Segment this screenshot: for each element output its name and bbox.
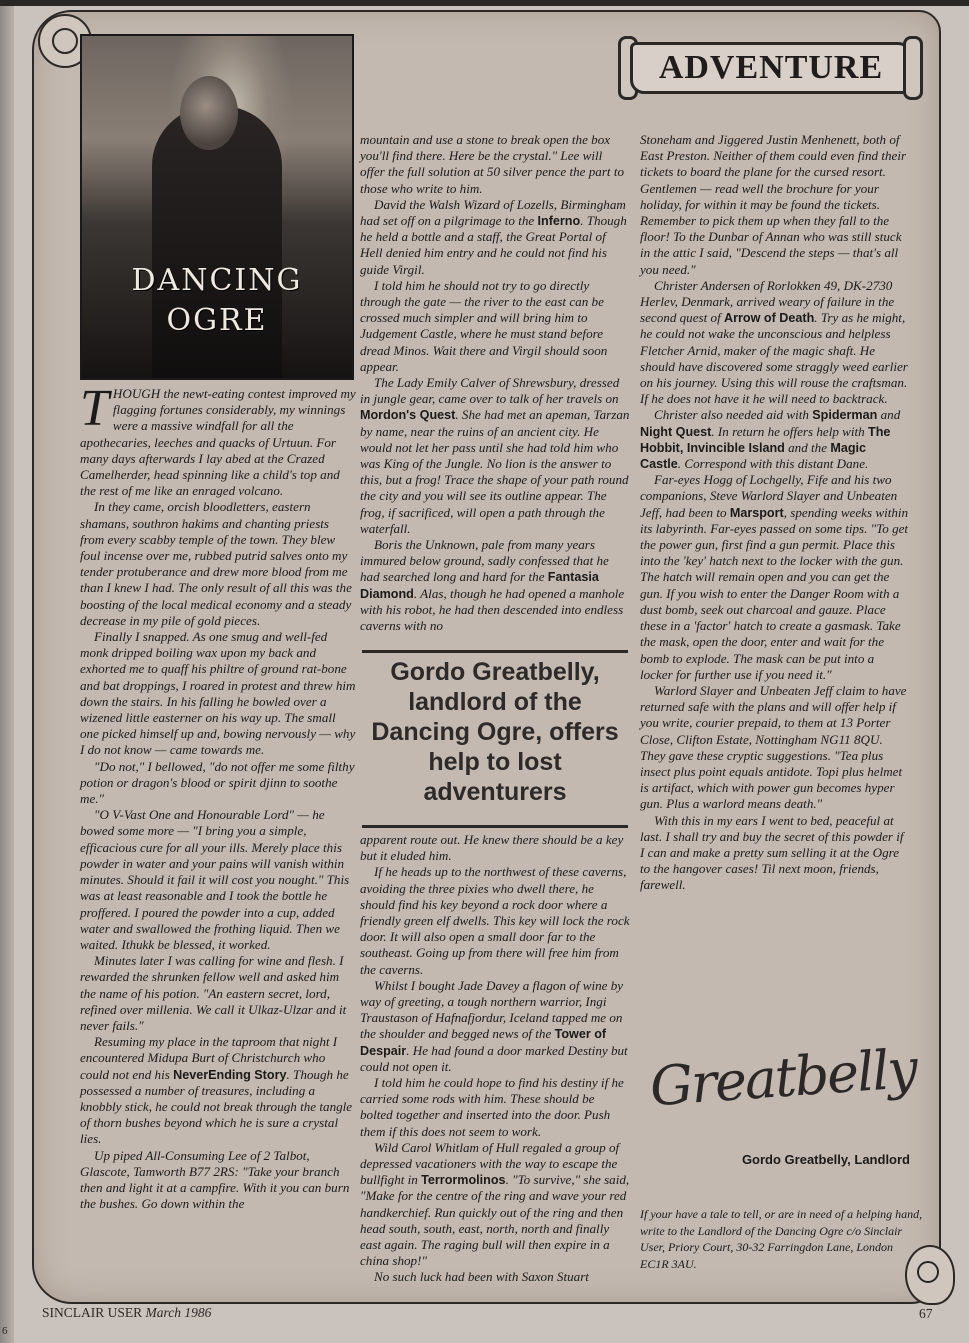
paragraph: I told him he should not try to go directly through the gate — the river to the east can be crossed much simpler and will bring him to Judgement Castle, where he must stand before dread Minos. Wait there and Virgil should soon appear.	[360, 277, 608, 374]
paragraph: If he heads up to the northwest of these caverns, avoiding the three pixies who dwell there, he should find his key beyond a rock door where a friendly green elf dwells. This key will lock the rock door. It will also open a small door far to the southeast. Going up from there will free him from the caverns.	[360, 864, 630, 977]
game-title: Inferno	[537, 214, 581, 229]
column-3	[640, 132, 910, 894]
game-title: Tower of Despair	[360, 1027, 607, 1058]
game-title: NeverEnding Story	[173, 1067, 287, 1082]
game-title: Marsport	[729, 505, 784, 520]
drop-cap: T	[80, 380, 109, 437]
paragraph: "Do not," I bellowed, "do not offer me some filthy potion or dragon's blood or spirit djinn to soothe me."	[80, 758, 355, 807]
paragraph: Warlord Slayer and Unbeaten Jeff claim to have returned safe with the plans and will offer help if you write, courier prepaid, to them at 13 Porter Close, Clifton Estate, Nottingham NG11 8QU. They gave these cryptic suggestions. "Tea plus insect plus point equals antidote. Topi plus helmet is artifact, which with power gun becomes hyper gun. Plus a warlord means death."	[640, 682, 907, 812]
column-1	[80, 380, 356, 1212]
paragraph: The Lady Emily Calver of Shrewsbury, dressed in jungle gear, came over to talk of her travels on Mordon's Quest. She had met an apeman, Tarzan by name, near the ruins of an ancient city. He would not let her pass until she had told him who was King of the Jungle. No lion is the answer to this, but a frog! Trace the shape of your path round the city and you will see its outline appear. The frog, if sacrificed, will open a path through the waterfall.	[360, 375, 630, 536]
paragraph: No such luck had been with Saxon Stuart	[374, 1269, 589, 1285]
facing-page-edge	[0, 6, 14, 1343]
paragraph: Christer Andersen of Rorlokken 49, DK-2730 Herlev, Denmark, arrived weary of failure in the second quest of Arrow of Death. Try as he might, he could not wake the unconscious and helpless Fletcher Arnid, maker of the magic shaft. He should have discovered some straggly weed earlier on his journey. Using this will rouse the craftsman. If he does not have it he will need to backtrack.	[640, 277, 908, 407]
game-title: The Hobbit, Invincible Island	[640, 424, 891, 455]
issue-date: March 1986	[145, 1305, 212, 1320]
paragraph: Minutes later I was calling for wine and flesh. I rewarded the shrunken fellow well and asked him the name of his potion. "An eastern secret, lord, refined over millenia. We call it Ulkaz-Ulzar and it never fails."	[80, 953, 347, 1033]
footer-credit	[42, 1305, 211, 1321]
page-number: 67	[919, 1306, 933, 1321]
paragraph: Whilst I bought Jade Davey a flagon of wine by way of greeting, a tough northern warrior, Ingi Traustason of Hafnafjordur, Iceland tapped me on the shoulder and begged news of the Tower of Despair. He had found a door marked Destiny but could not open it.	[360, 977, 628, 1074]
handwritten-signature: Greatbelly	[647, 1036, 919, 1119]
paragraph: With this in my ears I went to bed, peaceful at last. I shall try and buy the secret of this powder if I can and make a pretty sum selling it at the Ogre to the hangover cases! Til next moon, friends, farewell.	[640, 812, 904, 893]
paragraph: In they came, orcish bloodletters, eastern shamans, southron hakims and chanting priests from every scabby temple of the town. They blew foul incense over me, rubbed putrid salves onto my tender protuberance and drew more blood from me than I knew I had. The only result of all this was the boosting of the local medical economy and a steady decrease in my pile of gold pieces.	[80, 499, 352, 628]
magazine-name: SINCLAIR USER	[42, 1305, 143, 1320]
top-rule	[0, 0, 969, 6]
pull-quote-text: Gordo Greatbelly, landlord of the Dancing Ogre, offers help to lost adventurers	[371, 658, 619, 806]
game-title: Fantasia Diamond	[360, 570, 599, 601]
paragraph: "O V-Vast One and Honourable Lord" — he bowed some more — "I bring you a simple, efficacious cure for all your ills. Merely place this powder in water and your pains will vanish within minutes. Should it fail it will cost you nought." This was at least reasonable and I took the bottle he proffered. I poured the powder into a cup, added water and swallowed the frothing liquid. Then we waited. Ithukk be blessed, it worked.	[80, 807, 350, 952]
paragraph: Christer also needed aid with Spiderman and Night Quest. In return he offers help with The Hobbit, Invincible Island and the Magic Castle. Correspond with this distant Dane.	[640, 407, 901, 472]
paragraph: Boris the Unknown, pale from many years immured below ground, sadly confessed that he had searched long and hard for the Fantasia Diamond. Alas, though he had opened a manhole with his robot, he had then descended into endless caverns with no	[360, 537, 625, 634]
paragraph: Wild Carol Whitlam of Hull regaled a group of depressed vacationers with the way to escape the bullfight in Terrormolinos. "To survive," she said, "Make for the centre of the ring and wave your red handkerchief. Run quickly out of the ring and then head south, south, east, north, north and finally east again. The raging bull will then expire in a china shop!"	[360, 1139, 630, 1269]
game-title: Spiderman	[812, 408, 878, 423]
pull-quote	[362, 650, 628, 828]
section-banner	[618, 36, 920, 96]
signature-caption: Gordo Greatbelly, Landlord	[741, 1152, 910, 1167]
banner-roll-right	[903, 36, 923, 100]
game-title: Night Quest	[640, 424, 712, 439]
ogre-photo	[80, 34, 354, 380]
contact-note: If your have a tale to tell, or are in need of a helping hand, write to the Landlord of the Dancing Ogre c/o Sinclair User, Priory Court, 30-32 Farringdon Lane, London EC1R 3AU.	[640, 1207, 923, 1271]
game-title: Arrow of Death	[724, 311, 815, 326]
paragraph: Resuming my place in the taproom that night I encountered Midupa Burt of Christchurch who could not end his NeverEnding Story. Though he possessed a number of treasures, including a knobbly stick, he could not break through the tangle of thorn bushes beyond which he is sure a crystal lies.	[80, 1034, 353, 1147]
game-title: Magic Castle	[640, 440, 867, 472]
paragraph: David the Walsh Wizard of Lozells, Birmingham had set off on a pilgrimage to the Inferno. Though he held a bottle and a staff, the Great Portal of Hell denied him entry and he could not find his guide Virgil.	[360, 196, 627, 277]
game-title: Terrormolinos	[421, 1173, 506, 1188]
paragraph: I told him he could hope to find his destiny if he carried some rods with him. These should be bolted together and inserted into the door. Push them if this does not seem to work.	[360, 1075, 624, 1139]
paragraph-text: HOUGH the newt-eating contest improved my flagging fortunes considerably, my winnings were a massive windfall for all the apothecaries, leeches and quacks of Urtuun. For many days afterwards I lay abed at the Crazed Camelherder, head spinning like a child's top and the rest of me like an enraged volcano.	[80, 386, 356, 499]
facing-page-number: 6	[2, 1325, 8, 1337]
game-title: Mordon's Quest	[360, 408, 456, 423]
banner-box	[630, 42, 912, 94]
paragraph: mountain and use a stone to break open the box you'll find there. Here be the crystal." Lee will offer the full solution at 50 silver pence the part to those who write to him.	[360, 132, 625, 196]
photo-head	[180, 76, 238, 150]
section-title: ADVENTURE	[658, 49, 884, 86]
paragraph	[80, 380, 356, 499]
paragraph: Up piped All-Consuming Lee of 2 Talbot, Glascote, Tamworth B77 2RS: "Take your branch then and light it at a campfire. With it you can burn the bushes. Go down within the	[80, 1147, 350, 1212]
paragraph: apparent route out. He knew there should be a key but it eluded him.	[360, 832, 624, 864]
paragraph: Far-eyes Hogg of Lochgelly, Fife and his two companions, Steve Warlord Slayer and Unbeaten Jeff, had been to Marsport, spending weeks within its labyrinth. Far-eyes passed on some tips. "To get the power gun, first find a gun permit. Place this into the 'key' hatch next to the locker with the gun. The hatch will remain open and you can get the gun. If you wish to enter the Danger Room with a dust bomb, seek out charcoal and gauze. Place these in a 'factor' hatch to create a gasmask. Take the mask, open the door, enter and wait for the bomb to explode. The mask can be put into a locker for further use if you need it."	[640, 472, 909, 682]
paragraph: Stoneham and Jiggered Justin Menhenett, both of East Preston. Neither of them could even find their tickets to board the plane for the cursed resort. Gentlemen — read well the brochure for your holiday, for within it may be found the tickets. Remember to pick them up when they fall to the floor! To the Dunbar of Annan who was still stuck in the attic I said, "Descend the steps — that's all you need."	[640, 132, 907, 277]
photo-caption: DANCING OGRE	[131, 263, 303, 338]
column-2-top	[360, 132, 630, 634]
paragraph: Finally I snapped. As one smug and well-fed monk dripped boiling wax upon my back and exhorted me to quaff his philtre of ground rat-bone and bat droppings, I roared in protest and threw him down the stairs. In his falling he bowled over a wizened little easterner on his way up. The small one picked himself up and, bowing nervously — why I do not know — came towards me.	[80, 629, 356, 758]
column-2-bottom	[360, 832, 630, 1286]
